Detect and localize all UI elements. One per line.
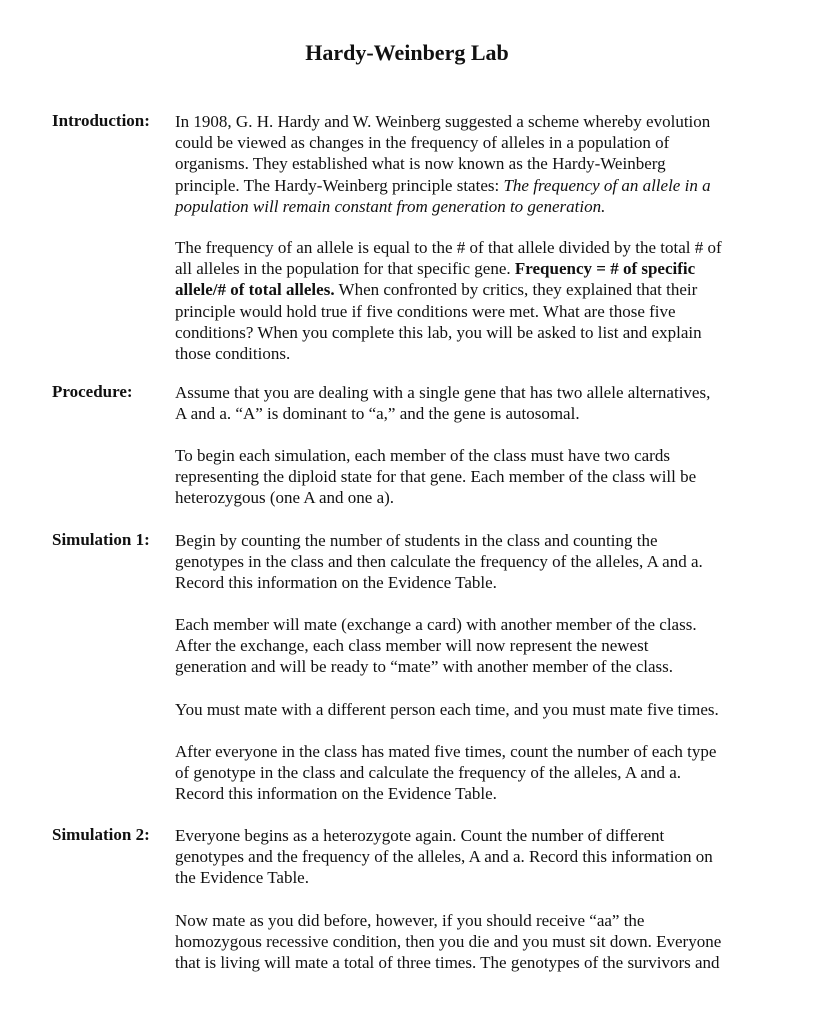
text-line: principle would hold true if five conditions were met. What are those five xyxy=(175,301,676,321)
text-line: After everyone in the class has mated five times, count the number of each type xyxy=(175,742,717,761)
text-line: could be viewed as changes in the frequency of alleles in a population of xyxy=(175,133,670,153)
text-line: homozygous recessive condition, then you die and you must sit down. Everyone xyxy=(175,932,722,952)
text-line: heterozygous (one A and one a). xyxy=(175,488,395,508)
text-line: of genotype in the class and calculate the frequency of the alleles, A and a. xyxy=(175,763,682,783)
text-line: In 1908, G. H. Hardy and W. Weinberg suggested a scheme whereby evolution xyxy=(175,112,711,131)
text-line: the Evidence Table. xyxy=(175,868,309,888)
introduction-paragraph-1 xyxy=(175,111,775,217)
text-line: Now mate as you did before, however, if you should receive “aa” the xyxy=(175,911,645,930)
simulation-1-paragraph-1 xyxy=(175,530,775,594)
text-line: genotypes in the class and then calculate the frequency of the alleles, A and a. xyxy=(175,552,703,572)
text-line: To begin each simulation, each member of the class must have two cards xyxy=(175,446,670,465)
text-line: representing the diploid state for that gene. Each member of the class will be xyxy=(175,467,697,487)
text-line: You must mate with a different person each time, and you must mate five times. xyxy=(175,700,719,719)
page-title: Hardy-Weinberg Lab xyxy=(305,40,509,65)
simulation-2-label: Simulation 2: xyxy=(52,825,150,844)
text-line: that is living will mate a total of three times. The genotypes of the survivors and xyxy=(175,953,720,973)
text-line: genotypes and the frequency of the alleles, A and a. Record this information on xyxy=(175,847,713,867)
text-line xyxy=(175,258,775,279)
text-line xyxy=(175,175,775,196)
text-line: The frequency of an allele is equal to the # of that allele divided by the total # of xyxy=(175,238,722,257)
frequency-formula-bold: allele/# of total alleles. xyxy=(175,280,335,300)
text-segment: When confronted by critics, they explained that their xyxy=(334,280,698,300)
text-segment: all alleles in the population for that specific gene. xyxy=(175,259,515,279)
principle-statement-italic: population will remain constant from generation to generation. xyxy=(175,196,606,216)
procedure-paragraph-1 xyxy=(175,382,775,424)
simulation-1-paragraph-2 xyxy=(175,614,775,678)
text-line: Assume that you are dealing with a single gene that has two allele alternatives, xyxy=(175,383,711,402)
text-line: Begin by counting the number of students in the class and counting the xyxy=(175,531,658,550)
simulation-1-paragraph-3 xyxy=(175,699,775,720)
text-line: Everyone begins as a heterozygote again. Count the number of different xyxy=(175,826,665,845)
text-line: organisms. They established what is now known as the Hardy-Weinberg xyxy=(175,154,666,174)
text-line: conditions? When you complete this lab, you will be asked to list and explain xyxy=(175,322,702,342)
text-line: generation and will be ready to “mate” with another member of the class. xyxy=(175,657,674,677)
simulation-2-paragraph-1 xyxy=(175,825,775,889)
text-line: Each member will mate (exchange a card) with another member of the class. xyxy=(175,615,697,634)
frequency-formula-bold: Frequency = # of specific xyxy=(514,259,696,279)
text-line: Record this information on the Evidence Table. xyxy=(175,784,497,804)
introduction-paragraph-2 xyxy=(175,237,775,364)
introduction-label: Introduction: xyxy=(52,111,150,130)
text-line: those conditions. xyxy=(175,344,291,364)
text-line: Record this information on the Evidence Table. xyxy=(175,573,497,593)
text-segment: principle. The Hardy-Weinberg principle states: xyxy=(175,175,504,195)
simulation-1-paragraph-4 xyxy=(175,741,775,805)
principle-statement-italic: The frequency of an allele in a xyxy=(503,175,711,195)
procedure-paragraph-2 xyxy=(175,445,775,509)
text-line xyxy=(175,279,775,300)
simulation-2-paragraph-2 xyxy=(175,910,775,974)
text-line: After the exchange, each class member will now represent the newest xyxy=(175,636,649,656)
text-line xyxy=(175,196,775,217)
simulation-1-label: Simulation 1: xyxy=(52,530,150,549)
text-line: A and a. “A” is dominant to “a,” and the gene is autosomal. xyxy=(175,404,580,424)
procedure-label: Procedure: xyxy=(52,382,133,401)
